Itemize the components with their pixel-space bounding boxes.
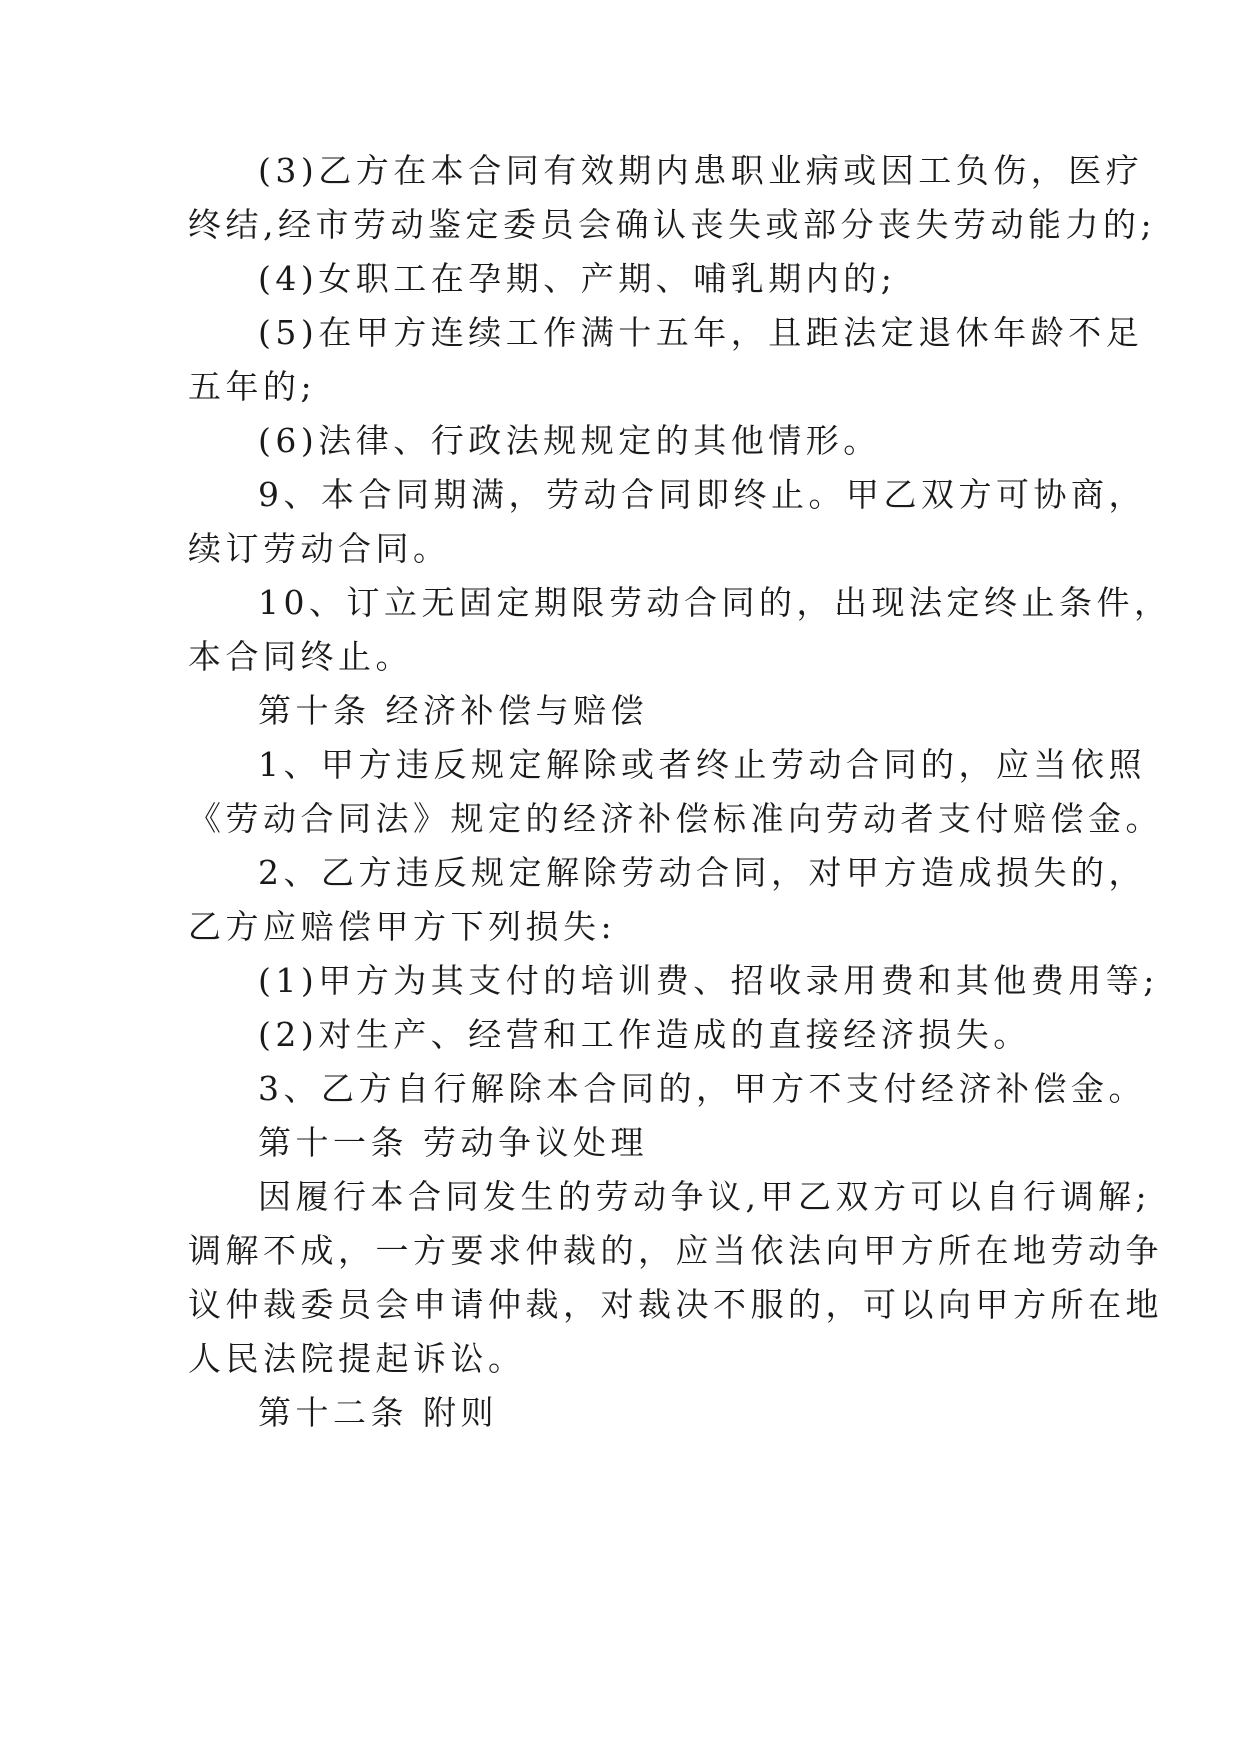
paragraph-line: (5)在甲方连续工作满十五年，且距法定退休年龄不足: [258, 313, 1144, 352]
paragraph-line: 9、本合同期满，劳动合同即终止。甲乙双方可协商，: [258, 475, 1146, 514]
paragraph-line: (2)对生产、经营和工作造成的直接经济损失。: [258, 1015, 1031, 1054]
paragraph-line: 议仲裁委员会申请仲裁，对裁决不服的，可以向甲方所在地: [188, 1285, 1163, 1324]
paragraph-line: (6)法律、行政法规规定的其他情形。: [258, 421, 881, 460]
paragraph-line: 调解不成，一方要求仲裁的，应当依法向甲方所在地劳动争: [188, 1231, 1163, 1270]
paragraph-line: 10、订立无固定期限劳动合同的，出现法定终止条件，: [258, 583, 1172, 622]
paragraph-line: 2、乙方违反规定解除劳动合同，对甲方造成损失的，: [258, 853, 1146, 892]
paragraph-line: 乙方应赔偿甲方下列损失:: [188, 907, 617, 946]
section-heading: 第十一条 劳动争议处理: [258, 1123, 648, 1162]
paragraph-line: 终结,经市劳动鉴定委员会确认丧失或部分丧失劳动能力的;: [188, 205, 1157, 244]
paragraph-line: 本合同终止。: [188, 637, 413, 676]
paragraph-line: (3)乙方在本合同有效期内患职业病或因工负伤，医疗: [258, 151, 1144, 190]
paragraph-line: (1)甲方为其支付的培训费、招收录用费和其他费用等;: [258, 961, 1159, 1000]
paragraph-line: 1、甲方违反规定解除或者终止劳动合同的，应当依照: [258, 745, 1146, 784]
paragraph-line: 人民法院提起诉讼。: [188, 1339, 526, 1378]
paragraph-line: 3、乙方自行解除本合同的，甲方不支付经济补偿金。: [258, 1069, 1146, 1108]
section-heading: 第十二条 附则: [258, 1393, 498, 1432]
paragraph-line: (4)女职工在孕期、产期、哺乳期内的;: [258, 259, 897, 298]
paragraph-line: 因履行本合同发生的劳动争议,甲乙双方可以自行调解;: [258, 1177, 1152, 1216]
paragraph-line: 《劳动合同法》规定的经济补偿标准向劳动者支付赔偿金。: [188, 799, 1163, 838]
paragraph-line: 五年的;: [188, 367, 317, 406]
section-heading: 第十条 经济补偿与赔偿: [258, 691, 648, 730]
paragraph-line: 续订劳动合同。: [188, 529, 451, 568]
